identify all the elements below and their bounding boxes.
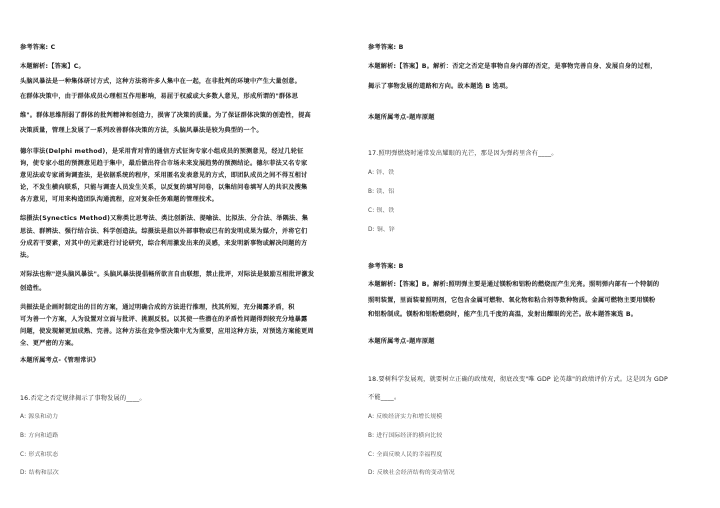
para-line: 各方意见，可用来构造团队沟通流程，应对复杂任务难题的管理技术。	[20, 196, 219, 203]
source-tag: 本题所属考点-《管理常识》	[20, 357, 100, 364]
para-line: 全、更严密的方案。	[20, 340, 78, 347]
para-line: 共振法是企画时制定出的目的方案，通过明确合成的方法进行推理，找其所短，充分揭露矛盾，积	[20, 304, 295, 311]
para-line: 维"。群体思维削弱了群体的批判精神和创造力，损害了决策的质量。为了保证群体决策的创造性，提高	[20, 112, 311, 119]
question-17: 17.照明弹燃烧时通常发出耀眼的光芒，那是因为弹药里含有____。	[368, 150, 558, 157]
para-line: 本题解析:【答案】B。解析：否定之否定是事物自身内部的否定，是事物完善自身、发展自身的过程，	[368, 63, 657, 70]
source-tag: 本题所属考点-题库原题	[368, 338, 435, 345]
para-line: 本题解析:【答案】C。	[20, 63, 85, 70]
para-line: 头脑风暴法是一种集体研讨方式，这种方法将许多人集中在一起，在非批判的环境中产生大量创意。	[20, 78, 302, 85]
para-line: 分成若干要素，对其中的元素进行讨论研究，综合利用激发出来的灵感，来发明新事物或解决问题的方	[20, 240, 308, 247]
para-line: 创造性。	[20, 285, 46, 292]
option-c[interactable]: C: 形式和状态	[20, 452, 59, 458]
option-b[interactable]: B: 方向和道路	[20, 433, 59, 439]
question-16: 16.否定之否定规律揭示了事物发展的____。	[20, 395, 146, 402]
para-line: 决策质量，管理上发展了一系列改善群体决策的方法，头脑风暴法是较为典型的一个。	[20, 127, 263, 134]
para-line: 和铝粉制成。镁粉和铝粉燃烧时，能产生几千度的高温，发射出耀眼的光芒。故本题答案选 B。	[368, 311, 638, 318]
option-d[interactable]: D: 反映社会经济结构的变动情况	[368, 470, 455, 476]
option-c[interactable]: C: 钡、铁	[368, 208, 395, 214]
option-b[interactable]: B: 镁、铝	[368, 189, 395, 195]
ref-answer: 参考答案: B	[368, 44, 404, 51]
option-c[interactable]: C: 全面反映人民的幸福程度	[368, 452, 443, 458]
para-line: 意见法或专家函询调查法，是依据系统的程序，采用匿名发表意见的方式，即团队成员之间不得互相讨	[20, 172, 308, 179]
para-line: 思法、群辨法、强行结合法、科学创造法。综摄法是指以外部事物或已有的发明成果为媒介，并将它们	[20, 228, 308, 235]
para-line: 论，不发生横向联系，只能与调查人员发生关系，以反复的填写问卷，以集结问卷填写人的共识及搜集	[20, 184, 308, 191]
question-18: 18.要树科学发展观，就要树立正确的政绩观，彻底改变"唯 GDP 论英雄"的政绩评价方式。这是因为 GDP	[368, 376, 668, 383]
para-line: 询，使专家小组的预测意见趋于集中，最后做出符合市场未来发展趋势的预测结论。德尔菲法又名专家	[20, 160, 308, 167]
para-line: 综摄法(Synectics Method)又称类比思考法、类比创新法、提喻法、比拟法、分合法、举隅法、集	[20, 215, 309, 222]
option-d[interactable]: D: 结构和层次	[20, 470, 59, 476]
para-line: 在群体决策中，由于群体成员心理相互作用影响，易屈于权威或大多数人意见，形成所谓的"群体思	[20, 93, 299, 100]
para-line: 法。	[20, 252, 33, 259]
para-line: 照明装置，里面装着照明剂，它包含金属可燃物、氧化物和粘合剂等数种物质。金属可燃物主要用镁粉	[368, 297, 656, 304]
option-d[interactable]: D: 铜、锌	[368, 227, 395, 233]
para-line: 对际法也称"逆头脑风暴法"。头脑风暴法提倡畅所欲言自由联想，禁止批评，对际法是鼓励互相批评激发	[20, 271, 315, 278]
para-line: 揭示了事物发展的道路和方向。故本题选 B 选项。	[368, 83, 512, 90]
ref-answer: 参考答案: B	[368, 263, 404, 270]
question-18-cont: 不能____。	[368, 394, 401, 401]
source-tag: 本题所属考点-题库原题	[368, 114, 435, 121]
ref-answer: 参考答案: C	[20, 44, 56, 51]
option-a[interactable]: A: 反映经济实力和增长规模	[368, 414, 443, 420]
para-line: 问题，使发现解更加成熟、完善。这种方法在竞争型决策中尤为重要，应用这种方法，对预选方案能更周	[20, 328, 314, 335]
para-line: 本题解析:【答案】B。解析:照明弹主要是通过镁粉和铝粉的燃烧而产生光亮。照明弹内部有一个特制的	[368, 281, 660, 288]
option-a[interactable]: A: 源泉和动力	[20, 414, 59, 420]
para-line: 可为善一个方案，人为设置对立面与批评、挑剔反驳。以其使一些潜在的矛盾性问题得到较充分地暴露	[20, 316, 308, 323]
option-b[interactable]: B: 进行国际经济的横向比较	[368, 433, 443, 439]
para-line: 德尔菲法(Delphi method)，是采用背对背的通信方式征询专家小组成员的预测意见，经过几轮征	[20, 148, 304, 155]
option-a[interactable]: A: 锌、铁	[368, 170, 395, 176]
